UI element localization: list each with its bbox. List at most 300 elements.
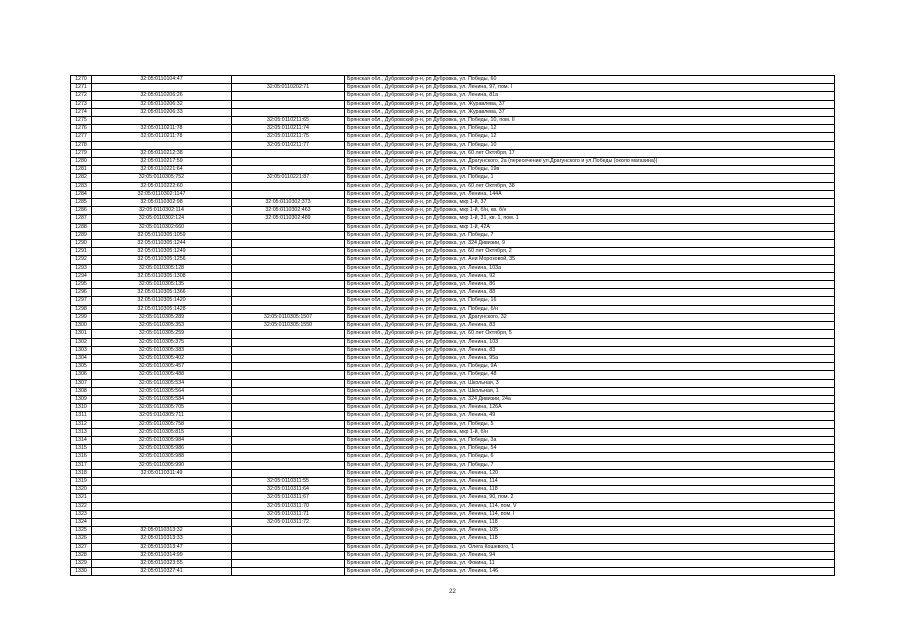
object-cadastral-number-cell (232, 166, 345, 174)
address-cell: Брянская обл., Дубровский р-н, рп Дубровка, ул. Драгунского, 2а (пересечение ул.Драгунского и ул.Победы (около магазина)) (345, 158, 835, 166)
object-cadastral-number-cell (232, 436, 345, 444)
row-number-cell: 1320 (71, 486, 92, 494)
cadastral-number-cell: 32:05:0110305:758 (92, 420, 232, 428)
table-row (71, 363, 835, 371)
object-cadastral-number-cell: 32:05:0110311:55 (232, 477, 345, 485)
address-cell: Брянская обл., Дубровский р-н, рп Дубровка, ул. Ленина, 97, пом. I (345, 84, 835, 92)
address-cell: Брянская обл., Дубровский р-н, рп Дубровка, ул. Школьная, 3 (345, 379, 835, 387)
row-number-cell: 1326 (71, 535, 92, 543)
address-cell: Брянская обл., Дубровский р-н, рп Дубровка, ул. Ленина, 92 (345, 272, 835, 280)
table-row (71, 158, 835, 166)
address-cell: Брянская обл., Дубровский р-н, рп Дубровка, ул. Победы, 19в (345, 166, 835, 174)
address-cell: Брянская обл., Дубровский р-н, рп Дубровка, ул. Ленина, 95а (345, 354, 835, 362)
object-cadastral-number-cell (232, 231, 345, 239)
address-cell: Брянская обл., Дубровский р-н, рп Дубровка, ул. Ленина, 146 (345, 568, 835, 576)
object-cadastral-number-cell (232, 338, 345, 346)
row-number-cell: 1301 (71, 330, 92, 338)
address-cell: Брянская обл., Дубровский р-н, рп Дубровка, ул. Драгунского, 32 (345, 313, 835, 321)
row-number-cell: 1276 (71, 125, 92, 133)
object-cadastral-number-cell (232, 272, 345, 280)
cadastral-number-cell: 32:05:0110305:584 (92, 395, 232, 403)
address-cell: Брянская обл., Дубровский р-н, рп Дубровка, ул. 60 лет Октября, 38 (345, 182, 835, 190)
cadastral-number-cell (92, 84, 232, 92)
table-row (71, 117, 835, 125)
table-row (71, 436, 835, 444)
address-cell: Брянская обл., Дубровский р-н, рп Дубровка, ул. 324 Дивизии, 9 (345, 240, 835, 248)
table-row (71, 395, 835, 403)
address-cell: Брянская обл., Дубровский р-н, рп Дубровка, мкр 1-й, 31, кв. 1, пом. 1 (345, 215, 835, 223)
cadastral-number-cell (92, 477, 232, 485)
address-cell: Брянская обл., Дубровский р-н, рп Дубровка, ул. Журавлева, 37 (345, 100, 835, 108)
row-number-cell: 1285 (71, 199, 92, 207)
object-cadastral-number-cell: 32:05:0110302:489 (232, 215, 345, 223)
object-cadastral-number-cell (232, 248, 345, 256)
row-number-cell: 1288 (71, 223, 92, 231)
cadastral-number-cell: 32:05:0110323:55 (92, 559, 232, 567)
cadastral-number-cell: 32:05:0110305:711 (92, 412, 232, 420)
row-number-cell: 1303 (71, 346, 92, 354)
address-cell: Брянская обл., Дубровский р-н, рп Дубровка, ул. Победы, 7 (345, 461, 835, 469)
object-cadastral-number-cell: 32:05:0110311:64 (232, 486, 345, 494)
cadastral-number-cell: 32:05:0110305:705 (92, 404, 232, 412)
table-row (71, 256, 835, 264)
object-cadastral-number-cell (232, 108, 345, 116)
address-cell: Брянская обл., Дубровский р-н, рп Дубровка, ул. Ленина, 118 (345, 535, 835, 543)
row-number-cell: 1287 (71, 215, 92, 223)
address-cell: Брянская обл., Дубровский р-н, рп Дубровка, ул. 324 Дивизии, 24а (345, 395, 835, 403)
row-number-cell: 1273 (71, 100, 92, 108)
address-cell: Брянская обл., Дубровский р-н, рп Дубровка, ул. Победы, 12 (345, 125, 835, 133)
address-cell: Брянская обл., Дубровский р-н, рп Дубровка, ул. Ани Морозовой, 35 (345, 256, 835, 264)
table-row (71, 445, 835, 453)
row-number-cell: 1321 (71, 494, 92, 502)
table-body (71, 76, 835, 576)
table-row (71, 149, 835, 157)
row-number-cell: 1290 (71, 240, 92, 248)
object-cadastral-number-cell: 32:05:0110305:1507 (232, 313, 345, 321)
cadastral-number-cell: 32:05:0110222:60 (92, 182, 232, 190)
row-number-cell: 1325 (71, 527, 92, 535)
address-cell: Брянская обл., Дубровский р-н, рп Дубровка, мкр 1-й, 42А (345, 223, 835, 231)
object-cadastral-number-cell: 32:05:0110302:463 (232, 207, 345, 215)
row-number-cell: 1278 (71, 141, 92, 149)
cadastral-number-cell: 32:05:0110311:49 (92, 469, 232, 477)
table-row (71, 231, 835, 239)
row-number-cell: 1270 (71, 76, 92, 84)
address-cell: Брянская обл., Дубровский р-н, рп Дубровка, ул. Ленина, 103 (345, 338, 835, 346)
table-row (71, 502, 835, 510)
address-cell: Брянская обл., Дубровский р-н, рп Дубровка, ул. Ленина, 105 (345, 527, 835, 535)
row-number-cell: 1297 (71, 297, 92, 305)
cadastral-number-cell: 32:05:0110305:375 (92, 338, 232, 346)
object-cadastral-number-cell: 32:05:0110221:87 (232, 174, 345, 182)
table-row (71, 494, 835, 502)
object-cadastral-number-cell: 32:05:0110311:67 (232, 494, 345, 502)
address-cell: Брянская обл., Дубровский р-н, рп Дубровка, ул. Ленина, 118 (345, 486, 835, 494)
cadastral-number-cell: 32:05:0110211:78 (92, 125, 232, 133)
address-cell: Брянская обл., Дубровский р-н, рп Дубровка, ул. Ленина, 90, пом. 2 (345, 494, 835, 502)
table-row (71, 199, 835, 207)
cadastral-number-cell: 32:05:0110104:47 (92, 76, 232, 84)
address-cell: Брянская обл., Дубровский р-н, рп Дубровка, мкр 1-й, б/н (345, 428, 835, 436)
address-cell: Брянская обл., Дубровский р-н, рп Дубровка, ул. Победы, 60 (345, 76, 835, 84)
row-number-cell: 1304 (71, 354, 92, 362)
object-cadastral-number-cell: 32:05:0110202:71 (232, 84, 345, 92)
row-number-cell: 1277 (71, 133, 92, 141)
address-cell: Брянская обл., Дубровский р-н, рп Дубровка, мкр 1-й, 37 (345, 199, 835, 207)
object-cadastral-number-cell (232, 100, 345, 108)
row-number-cell: 1299 (71, 313, 92, 321)
object-cadastral-number-cell (232, 412, 345, 420)
address-cell: Брянская обл., Дубровский р-н, рп Дубровка, ул. Ленина, 81а (345, 92, 835, 100)
row-number-cell: 1323 (71, 510, 92, 518)
cadastral-number-cell: 32:05:0110305:383 (92, 346, 232, 354)
cadastral-number-cell (92, 117, 232, 125)
table-row (71, 264, 835, 272)
table-row (71, 313, 835, 321)
cadastral-number-cell: 32:05:0110305:988 (92, 453, 232, 461)
address-cell: Брянская обл., Дубровский р-н, рп Дубровка, ул. Ленина, 114 (345, 477, 835, 485)
table-row (71, 535, 835, 543)
table-row (71, 428, 835, 436)
table-row (71, 461, 835, 469)
table-row (71, 486, 835, 494)
row-number-cell: 1316 (71, 453, 92, 461)
address-cell: Брянская обл., Дубровский р-н, рп Дубровка, ул. Победы, 12 (345, 133, 835, 141)
address-cell: Брянская обл., Дубровский р-н, рп Дубровка, ул. 60 лет Октября, 2 (345, 248, 835, 256)
address-cell: Брянская обл., Дубровский р-н, рп Дубровка, ул. Победы, 5 (345, 420, 835, 428)
table-row (71, 125, 835, 133)
table-row (71, 207, 835, 215)
cadastral-number-cell: 32:05:0110221:64 (92, 166, 232, 174)
address-cell: Брянская обл., Дубровский р-н, рп Дубровка, ул. Победы, 10 (345, 141, 835, 149)
object-cadastral-number-cell (232, 289, 345, 297)
address-cell: Брянская обл., Дубровский р-н, рп Дубровка, ул. Ленина, 94 (345, 551, 835, 559)
row-number-cell: 1283 (71, 182, 92, 190)
table-row (71, 272, 835, 280)
object-cadastral-number-cell (232, 297, 345, 305)
row-number-cell: 1281 (71, 166, 92, 174)
cadastral-number-cell: 32:05:0110305:289 (92, 313, 232, 321)
cadastral-number-cell: 32:05:0110314:99 (92, 551, 232, 559)
row-number-cell: 1275 (71, 117, 92, 125)
row-number-cell: 1306 (71, 371, 92, 379)
object-cadastral-number-cell (232, 551, 345, 559)
table-row (71, 412, 835, 420)
row-number-cell: 1327 (71, 543, 92, 551)
object-cadastral-number-cell (232, 420, 345, 428)
object-cadastral-number-cell (232, 568, 345, 576)
row-number-cell: 1271 (71, 84, 92, 92)
object-cadastral-number-cell (232, 76, 345, 84)
row-number-cell: 1289 (71, 231, 92, 239)
row-number-cell: 1328 (71, 551, 92, 559)
object-cadastral-number-cell: 32:05:0110211:65 (232, 117, 345, 125)
object-cadastral-number-cell (232, 330, 345, 338)
cadastral-number-cell: 32:05:0110212:38 (92, 149, 232, 157)
row-number-cell: 1286 (71, 207, 92, 215)
address-cell: Брянская обл., Дубровский р-н, рп Дубровка, ул. Ленина, 49 (345, 412, 835, 420)
table-row (71, 477, 835, 485)
cadastral-number-cell: 32:05:0110305:353 (92, 322, 232, 330)
cadastral-number-cell: 32:05:0110305:1308 (92, 272, 232, 280)
address-cell: Брянская обл., Дубровский р-н, рп Дубровка, ул. Победы, 10, пом. II (345, 117, 835, 125)
address-cell: Брянская обл., Дубровский р-н, рп Дубровка, мкр 1-й, б/н, кв. б/н (345, 207, 835, 215)
cadastral-number-cell: 32:05:0110305:990 (92, 461, 232, 469)
table-row (71, 510, 835, 518)
table-row (71, 469, 835, 477)
address-cell: Брянская обл., Дубровский р-н, рп Дубровка, ул. Фокина, 11 (345, 559, 835, 567)
row-number-cell: 1313 (71, 428, 92, 436)
cadastral-number-cell: 32:05:0110302:98 (92, 199, 232, 207)
address-cell: Брянская обл., Дубровский р-н, рп Дубровка, ул. Победы, б/н (345, 305, 835, 313)
object-cadastral-number-cell (232, 149, 345, 157)
row-number-cell: 1329 (71, 559, 92, 567)
table-row (71, 559, 835, 567)
row-number-cell: 1314 (71, 436, 92, 444)
address-cell: Брянская обл., Дубровский р-н, рп Дубровка, ул. Победы, 16 (345, 297, 835, 305)
row-number-cell: 1324 (71, 518, 92, 526)
row-number-cell: 1280 (71, 158, 92, 166)
table-row (71, 568, 835, 576)
object-cadastral-number-cell (232, 395, 345, 403)
row-number-cell: 1291 (71, 248, 92, 256)
address-cell: Брянская обл., Дубровский р-н, рп Дубровка, ул. Ленина, 103а (345, 264, 835, 272)
table-row (71, 289, 835, 297)
object-cadastral-number-cell (232, 371, 345, 379)
cadastral-number-cell: 32:05:0110305:564 (92, 387, 232, 395)
table-row (71, 371, 835, 379)
object-cadastral-number-cell: 32:05:0110302:373 (232, 199, 345, 207)
cadastral-number-cell: 32:05:0110305:402 (92, 354, 232, 362)
cadastral-number-cell: 32:05:0110313:32 (92, 527, 232, 535)
cadastral-number-cell: 32:05:0110313:47 (92, 543, 232, 551)
cadastral-number-cell: 32:05:0110305:1244 (92, 240, 232, 248)
row-number-cell: 1317 (71, 461, 92, 469)
table-row (71, 108, 835, 116)
cadastral-number-cell: 32:05:0110211:78 (92, 133, 232, 141)
cadastral-table (70, 75, 835, 576)
table-row (71, 190, 835, 198)
table-row (71, 518, 835, 526)
row-number-cell: 1293 (71, 264, 92, 272)
address-cell: Брянская обл., Дубровский р-н, рп Дубровка, ул. Ленина, 88 (345, 289, 835, 297)
cadastral-number-cell: 32:05:0110305:534 (92, 379, 232, 387)
cadastral-number-cell: 32:05:0110313:33 (92, 535, 232, 543)
cadastral-number-cell: 32:05:0110305:984 (92, 436, 232, 444)
table-row (71, 330, 835, 338)
address-cell: Брянская обл., Дубровский р-н, рп Дубровка, ул. Ленина, 114, пом. V (345, 502, 835, 510)
table-row (71, 338, 835, 346)
row-number-cell: 1272 (71, 92, 92, 100)
object-cadastral-number-cell: 32:05:0110305:1550 (232, 322, 345, 330)
table-row (71, 281, 835, 289)
row-number-cell: 1309 (71, 395, 92, 403)
cadastral-number-cell: 32:05:0110305:986 (92, 445, 232, 453)
row-number-cell: 1307 (71, 379, 92, 387)
cadastral-number-cell: 32:05:0110302:660 (92, 223, 232, 231)
table-row (71, 240, 835, 248)
address-cell: Брянская обл., Дубровский р-н, рп Дубровка, ул. Ленина, 83 (345, 322, 835, 330)
address-cell: Брянская обл., Дубровский р-н, рп Дубровка, ул. Журавлева, 37 (345, 108, 835, 116)
table-row (71, 354, 835, 362)
table-row (71, 379, 835, 387)
address-cell: Брянская обл., Дубровский р-н, рп Дубровка, ул. Победы, 9А (345, 363, 835, 371)
table-row (71, 223, 835, 231)
address-cell: Брянская обл., Дубровский р-н, рп Дубровка, ул. 60 лет Октября, 5 (345, 330, 835, 338)
table-row (71, 166, 835, 174)
cadastral-number-cell (92, 510, 232, 518)
object-cadastral-number-cell (232, 453, 345, 461)
table-row (71, 174, 835, 182)
address-cell: Брянская обл., Дубровский р-н, рп Дубровка, ул. Победы, 1 (345, 174, 835, 182)
cadastral-number-cell: 32:05:0110302:124 (92, 215, 232, 223)
object-cadastral-number-cell: 32:05:0110211:75 (232, 133, 345, 141)
object-cadastral-number-cell (232, 223, 345, 231)
object-cadastral-number-cell (232, 469, 345, 477)
address-cell: Брянская обл., Дубровский р-н, рп Дубровка, ул. Ленина, 86 (345, 281, 835, 289)
object-cadastral-number-cell (232, 461, 345, 469)
address-cell: Брянская обл., Дубровский р-н, рп Дубровка, ул. Ленина, 114, пом. I (345, 510, 835, 518)
table-row (71, 387, 835, 395)
row-number-cell: 1279 (71, 149, 92, 157)
cadastral-number-cell: 32:05:0110305:457 (92, 363, 232, 371)
object-cadastral-number-cell (232, 354, 345, 362)
cadastral-number-cell: 32:05:0110327:41 (92, 568, 232, 576)
cadastral-number-cell: 32:05:0110206:26 (92, 92, 232, 100)
address-cell: Брянская обл., Дубровский р-н, рп Дубровка, ул. Победы, 54 (345, 445, 835, 453)
cadastral-number-cell: 32:05:0110305:259 (92, 330, 232, 338)
row-number-cell: 1298 (71, 305, 92, 313)
row-number-cell: 1282 (71, 174, 92, 182)
object-cadastral-number-cell (232, 158, 345, 166)
object-cadastral-number-cell (232, 559, 345, 567)
cadastral-number-cell: 32:05:0110305:1256 (92, 256, 232, 264)
cadastral-number-cell: 32:05:0110305:1249 (92, 248, 232, 256)
object-cadastral-number-cell: 32:05:0110211:74 (232, 125, 345, 133)
cadastral-number-cell (92, 518, 232, 526)
address-cell: Брянская обл., Дубровский р-н, рп Дубровка, ул. Победы, 7 (345, 231, 835, 239)
table-row (71, 420, 835, 428)
object-cadastral-number-cell (232, 379, 345, 387)
object-cadastral-number-cell: 32:05:0110311:71 (232, 510, 345, 518)
table-row (71, 76, 835, 84)
object-cadastral-number-cell (232, 256, 345, 264)
row-number-cell: 1305 (71, 363, 92, 371)
address-cell: Брянская обл., Дубровский р-н, рп Дубровка, ул. Ленина, 144А (345, 190, 835, 198)
object-cadastral-number-cell (232, 182, 345, 190)
table-row (71, 404, 835, 412)
address-cell: Брянская обл., Дубровский р-н, рп Дубровка, ул. Победы, 6 (345, 453, 835, 461)
object-cadastral-number-cell: 32:05:0110311:70 (232, 502, 345, 510)
cadastral-number-cell: 32:05:0110305:488 (92, 371, 232, 379)
row-number-cell: 1311 (71, 412, 92, 420)
object-cadastral-number-cell: 32:05:0110311:72 (232, 518, 345, 526)
object-cadastral-number-cell (232, 281, 345, 289)
cadastral-number-cell: 32:05:0110305:815 (92, 428, 232, 436)
object-cadastral-number-cell (232, 305, 345, 313)
row-number-cell: 1300 (71, 322, 92, 330)
object-cadastral-number-cell (232, 445, 345, 453)
cadastral-number-cell (92, 494, 232, 502)
row-number-cell: 1319 (71, 477, 92, 485)
row-number-cell: 1312 (71, 420, 92, 428)
address-cell: Брянская обл., Дубровский р-н, рп Дубровка, ул. 60 лет Октября, 17 (345, 149, 835, 157)
object-cadastral-number-cell (232, 190, 345, 198)
address-cell: Брянская обл., Дубровский р-н, рп Дубровка, ул. Олега Кошевого, 1 (345, 543, 835, 551)
table-row (71, 133, 835, 141)
table-row (71, 346, 835, 354)
cadastral-number-cell: 32:05:0110206:32 (92, 100, 232, 108)
cadastral-number-cell: 32:05:0110305:1420 (92, 297, 232, 305)
table-row (71, 322, 835, 330)
table-row (71, 543, 835, 551)
address-cell: Брянская обл., Дубровский р-н, рп Дубровка, ул. Победы, 3а (345, 436, 835, 444)
cadastral-number-cell (92, 141, 232, 149)
object-cadastral-number-cell (232, 535, 345, 543)
row-number-cell: 1302 (71, 338, 92, 346)
row-number-cell: 1310 (71, 404, 92, 412)
cadastral-number-cell: 32:05:0110206:33 (92, 108, 232, 116)
table-row (71, 215, 835, 223)
cadastral-number-cell: 32:05:0110305:752 (92, 174, 232, 182)
table-row (71, 305, 835, 313)
row-number-cell: 1296 (71, 289, 92, 297)
row-number-cell: 1318 (71, 469, 92, 477)
object-cadastral-number-cell: 32:05:0110211:77 (232, 141, 345, 149)
table-row (71, 248, 835, 256)
table-row (71, 453, 835, 461)
cadastral-number-cell: 32:05:0110305:1366 (92, 289, 232, 297)
cadastral-number-cell: 32:05:0110305:1428 (92, 305, 232, 313)
row-number-cell: 1284 (71, 190, 92, 198)
table-row (71, 182, 835, 190)
table-row (71, 551, 835, 559)
address-cell: Брянская обл., Дубровский р-н, рп Дубровка, ул. Ленина, 118 (345, 518, 835, 526)
row-number-cell: 1322 (71, 502, 92, 510)
row-number-cell: 1295 (71, 281, 92, 289)
row-number-cell: 1292 (71, 256, 92, 264)
cadastral-number-cell: 32:05:0110305:135 (92, 281, 232, 289)
cadastral-number-cell: 32:05:0110217:59 (92, 158, 232, 166)
object-cadastral-number-cell (232, 543, 345, 551)
object-cadastral-number-cell (232, 240, 345, 248)
row-number-cell: 1294 (71, 272, 92, 280)
table-row (71, 92, 835, 100)
row-number-cell: 1330 (71, 568, 92, 576)
page-number: 22 (449, 589, 456, 595)
object-cadastral-number-cell (232, 363, 345, 371)
cadastral-number-cell (92, 486, 232, 494)
object-cadastral-number-cell (232, 346, 345, 354)
table-row (71, 100, 835, 108)
row-number-cell: 1308 (71, 387, 92, 395)
object-cadastral-number-cell (232, 264, 345, 272)
address-cell: Брянская обл., Дубровский р-н, рп Дубровка, ул. Победы, 48 (345, 371, 835, 379)
row-number-cell: 1274 (71, 108, 92, 116)
object-cadastral-number-cell (232, 527, 345, 535)
cadastral-number-cell: 32:05:0110305:128 (92, 264, 232, 272)
object-cadastral-number-cell (232, 428, 345, 436)
cadastral-number-cell: 32:05:0110302:1147 (92, 190, 232, 198)
table-row (71, 527, 835, 535)
row-number-cell: 1315 (71, 445, 92, 453)
address-cell: Брянская обл., Дубровский р-н, рп Дубровка, ул. Ленина, 83 (345, 346, 835, 354)
object-cadastral-number-cell (232, 404, 345, 412)
address-cell: Брянская обл., Дубровский р-н, рп Дубровка, ул. Школьная, 1 (345, 387, 835, 395)
object-cadastral-number-cell (232, 387, 345, 395)
cadastral-number-cell: 32:05:0110302:114 (92, 207, 232, 215)
